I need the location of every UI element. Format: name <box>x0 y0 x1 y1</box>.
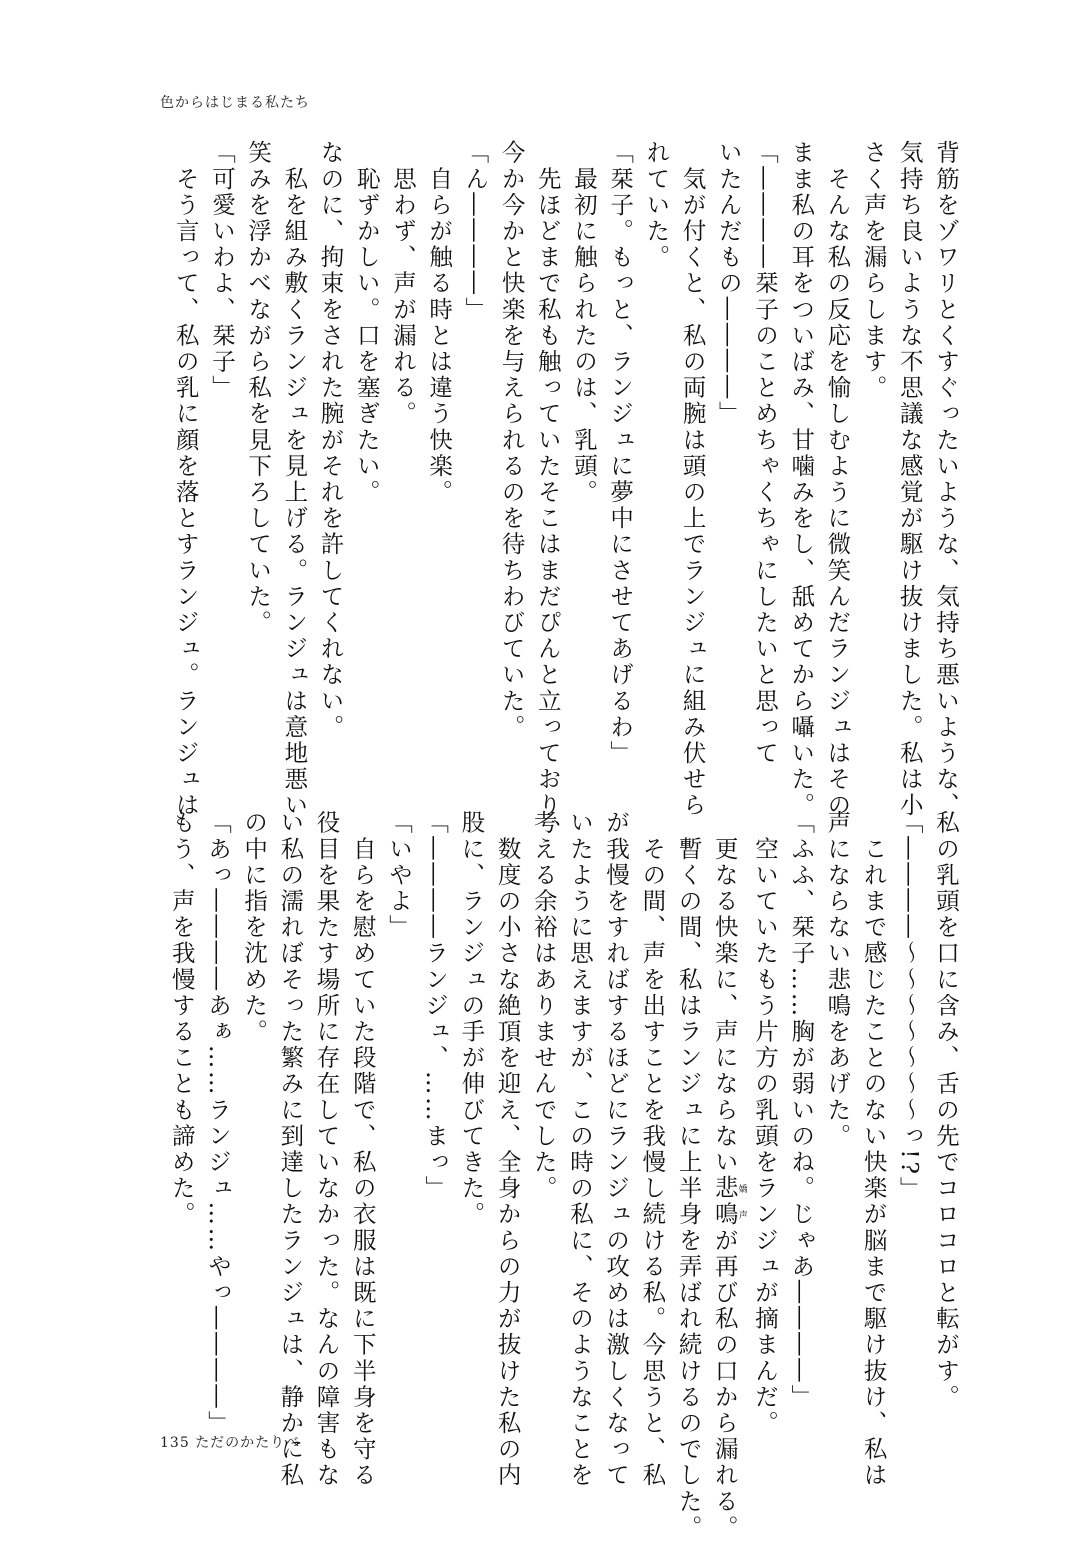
text-line: もう、声を我慢することも諦めた。 <box>167 810 196 1228</box>
text-line: 数度の小さな絶頂を迎え、全身からの力が抜けた私の内 <box>493 810 522 1489</box>
text-line: これまで感じたことのない快楽が脳まで駆け抜け、私は <box>859 810 888 1489</box>
text-line: さく声を漏らします。 <box>859 140 888 401</box>
text-line: いたんだもの――――」 <box>714 140 743 428</box>
text-segment: 更なる快楽に、声にならない <box>710 810 739 1176</box>
text-line: い私の濡れぼそった繁みに到達したランジュは、静かに私 <box>276 810 305 1489</box>
text-line: いたように思えますが、この時の私に、そのようなことを <box>565 810 594 1489</box>
text-line: れていた。 <box>642 140 671 271</box>
page-number: 135 <box>160 1435 190 1451</box>
text-line: 恥ずかしい。口を塞ぎたい。 <box>352 140 381 506</box>
text-line: そう言って、私の乳に顔を落とすランジュ。ランジュは <box>171 140 200 819</box>
text-line: 股に、ランジュの手が伸びてきた。 <box>457 810 486 1228</box>
page-footer <box>160 1432 300 1452</box>
text-line: 「可愛いわよ、栞子」 <box>207 140 236 401</box>
text-line: 今か今かと快楽を与えられるのを待ちわびていた。 <box>497 140 526 741</box>
text-line: 先ほどまで私も触っていたそこはまだぴんと立っており、 <box>533 140 562 845</box>
text-line: 笑みを浮かべながら私を見下ろしていた。 <box>244 140 273 636</box>
text-line: 空いていたもう片方の乳頭をランジュが摘まんだ。 <box>750 810 779 1437</box>
text-segment: が再び私の口から漏れる。 <box>710 1227 739 1541</box>
text-line: 気持ち良いような不思議な感覚が駆け抜けました。私は小 <box>895 140 924 819</box>
text-line: 役目を果たす場所に存在していなかった。なんの障害もな <box>312 810 341 1489</box>
text-line: 「――――栞子のことめちゃくちゃにしたいと思って <box>750 140 779 767</box>
text-line: 「ん――――」 <box>461 140 490 323</box>
text-line: なのに、拘束をされた腕がそれを許してくれない。 <box>316 140 345 741</box>
text-line: 背筋をゾワリとくすぐったいような、気持ち悪いような、 <box>932 140 960 819</box>
ruby-text: 嬌声 <box>736 1175 747 1228</box>
text-line: 気が付くと、私の両腕は頭の上でランジュに組み伏せら <box>678 140 707 819</box>
text-line: 自らを慰めていた段階で、私の衣服は既に下半身を守る <box>348 810 377 1489</box>
text-line: 「ふふ、栞子……胸が弱いのね。じゃあ――――」 <box>787 810 816 1411</box>
text-line: そんな私の反応を愉しむように微笑んだランジュはその <box>823 140 852 819</box>
text-line: 思わず、声が漏れる。 <box>388 140 417 428</box>
ruby-base: 悲鳴 <box>710 1175 739 1228</box>
text-line: 私を組み敷くランジュを見上げる。ランジュは意地悪い <box>280 140 309 819</box>
text-line: 「――――ランジュ、……まっ」 <box>421 810 450 1202</box>
text-line: が我慢をすればするほどにランジュの攻めは激しくなって <box>602 810 631 1489</box>
text-line <box>707 810 747 1541</box>
text-line: 自らが触る時とは違う快楽。 <box>425 140 454 506</box>
ruby-word <box>710 1175 747 1228</box>
text-line: 暫くの間、私はランジュに上半身を弄ばれ続けるのでした。 <box>674 810 703 1541</box>
text-line: 「いやよ」 <box>384 810 413 941</box>
text-line: 私の乳頭を口に含み、舌の先でコロコロと転がす。 <box>932 810 960 1411</box>
text-line: 「――――〜〜〜〜〜〜〜っ!?」 <box>895 810 924 1203</box>
text-line: の中に指を沈めた。 <box>240 810 269 1045</box>
text-line: 「あっ――――あぁ……ランジュ……やっ――――」 <box>203 810 232 1437</box>
text-line: 声にならない悲鳴をあげた。 <box>823 810 852 1150</box>
text-line: その間、声を出すことを我慢し続ける私。今思うと、私 <box>638 810 667 1489</box>
text-line: まま私の耳をついばみ、甘噛みをし、舐めてから囁いた。 <box>787 140 816 819</box>
author-name: ただのかたりべ <box>195 1435 301 1451</box>
text-line: 考える余裕はありませんでした。 <box>529 810 558 1202</box>
running-header: 色からはじまる私たち <box>160 95 310 111</box>
text-line: 「栞子。もっと、ランジュに夢中にさせてあげるわ」 <box>606 140 635 767</box>
text-block-top <box>168 140 964 845</box>
text-line: 最初に触られたのは、乳頭。 <box>569 140 598 506</box>
